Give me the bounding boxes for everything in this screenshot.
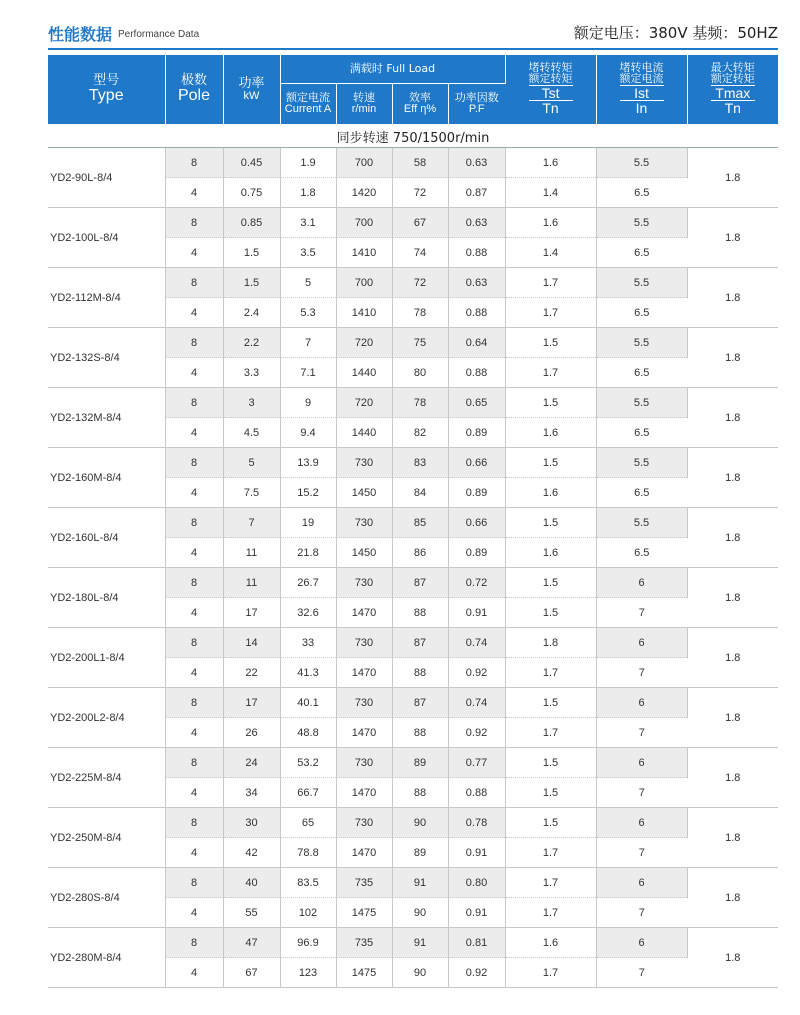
cell-eff: 80	[392, 358, 448, 388]
cell-power: 0.45	[223, 148, 280, 178]
cell-power: 0.75	[223, 178, 280, 208]
cell-speed: 1440	[336, 418, 392, 448]
cell-eff: 88	[392, 778, 448, 808]
section-row	[48, 125, 778, 148]
cell-speed: 1450	[336, 478, 392, 508]
cell-pole: 4	[165, 778, 223, 808]
header-power: 功率 kW	[223, 55, 280, 125]
cell-power: 1.5	[223, 238, 280, 268]
cell-type: YD2-200L2-8/4	[48, 688, 165, 748]
cell-type: YD2-132M-8/4	[48, 388, 165, 448]
cell-type: YD2-180L-8/4	[48, 568, 165, 628]
cell-pole: 8	[165, 868, 223, 898]
cell-pole: 4	[165, 898, 223, 928]
cell-current: 9	[280, 388, 336, 418]
cell-ist: 7	[596, 598, 687, 628]
cell-current: 102	[280, 898, 336, 928]
cell-pf: 0.91	[448, 898, 505, 928]
cell-pf: 0.65	[448, 388, 505, 418]
cell-type: YD2-112M-8/4	[48, 268, 165, 328]
cell-pole: 4	[165, 598, 223, 628]
cell-tmax: 1.8	[687, 748, 778, 808]
cell-current: 32.6	[280, 598, 336, 628]
cell-ist: 6	[596, 688, 687, 718]
cell-tst: 1.5	[505, 778, 596, 808]
cell-eff: 87	[392, 628, 448, 658]
cell-tst: 1.7	[505, 838, 596, 868]
cell-eff: 58	[392, 148, 448, 178]
cell-pole: 4	[165, 958, 223, 988]
cell-ist: 5.5	[596, 268, 687, 298]
cell-tst: 1.7	[505, 868, 596, 898]
cell-tst: 1.4	[505, 238, 596, 268]
cell-power: 0.85	[223, 208, 280, 238]
cell-pf: 0.89	[448, 418, 505, 448]
cell-speed: 1410	[336, 298, 392, 328]
cell-pf: 0.66	[448, 448, 505, 478]
cell-pf: 0.89	[448, 478, 505, 508]
table-row	[48, 688, 778, 718]
cell-pole: 4	[165, 838, 223, 868]
cell-power: 24	[223, 748, 280, 778]
cell-eff: 83	[392, 448, 448, 478]
cell-power: 40	[223, 868, 280, 898]
cell-pole: 8	[165, 448, 223, 478]
cell-current: 7.1	[280, 358, 336, 388]
cell-eff: 84	[392, 478, 448, 508]
cell-pf: 0.91	[448, 838, 505, 868]
cell-pole: 4	[165, 178, 223, 208]
cell-speed: 730	[336, 808, 392, 838]
cell-current: 96.9	[280, 928, 336, 958]
cell-tst: 1.5	[505, 568, 596, 598]
cell-eff: 90	[392, 958, 448, 988]
cell-eff: 72	[392, 178, 448, 208]
cell-eff: 67	[392, 208, 448, 238]
cell-tst: 1.7	[505, 298, 596, 328]
cell-ist: 6.5	[596, 358, 687, 388]
cell-type: YD2-280S-8/4	[48, 868, 165, 928]
cell-tst: 1.7	[505, 898, 596, 928]
cell-tmax: 1.8	[687, 148, 778, 208]
table-row	[48, 748, 778, 778]
cell-speed: 730	[336, 688, 392, 718]
table-row	[48, 628, 778, 658]
cell-tmax: 1.8	[687, 808, 778, 868]
table-body	[48, 125, 778, 988]
cell-eff: 88	[392, 718, 448, 748]
cell-power: 7.5	[223, 478, 280, 508]
cell-eff: 87	[392, 568, 448, 598]
cell-pf: 0.63	[448, 268, 505, 298]
cell-ist: 6	[596, 628, 687, 658]
cell-ist: 7	[596, 658, 687, 688]
cell-power: 17	[223, 688, 280, 718]
cell-tmax: 1.8	[687, 568, 778, 628]
cell-pole: 8	[165, 328, 223, 358]
cell-ist: 7	[596, 898, 687, 928]
cell-power: 55	[223, 898, 280, 928]
cell-tst: 1.5	[505, 688, 596, 718]
header-type: 型号 Type	[48, 55, 165, 125]
cell-current: 65	[280, 808, 336, 838]
cell-ist: 6.5	[596, 478, 687, 508]
cell-pf: 0.88	[448, 778, 505, 808]
cell-ist: 5.5	[596, 448, 687, 478]
cell-ist: 6.5	[596, 238, 687, 268]
cell-pole: 8	[165, 688, 223, 718]
cell-power: 17	[223, 598, 280, 628]
cell-pf: 0.91	[448, 598, 505, 628]
cell-power: 26	[223, 718, 280, 748]
cell-tmax: 1.8	[687, 928, 778, 988]
cell-tmax: 1.8	[687, 208, 778, 268]
cell-tst: 1.8	[505, 628, 596, 658]
cell-type: YD2-250M-8/4	[48, 808, 165, 868]
cell-tst: 1.6	[505, 148, 596, 178]
cell-pole: 4	[165, 538, 223, 568]
cell-pole: 4	[165, 418, 223, 448]
cell-type: YD2-200L1-8/4	[48, 628, 165, 688]
cell-current: 48.8	[280, 718, 336, 748]
cell-speed: 700	[336, 148, 392, 178]
header-pole: 极数 Pole	[165, 55, 223, 125]
cell-ist: 5.5	[596, 208, 687, 238]
cell-current: 21.8	[280, 538, 336, 568]
cell-current: 123	[280, 958, 336, 988]
cell-speed: 730	[336, 568, 392, 598]
cell-pf: 0.74	[448, 628, 505, 658]
cell-tst: 1.5	[505, 328, 596, 358]
cell-type: YD2-90L-8/4	[48, 148, 165, 208]
cell-pf: 0.92	[448, 958, 505, 988]
header-current: 额定电流 Current A	[280, 84, 336, 125]
table-row	[48, 868, 778, 898]
cell-tst: 1.6	[505, 538, 596, 568]
cell-power: 14	[223, 628, 280, 658]
cell-eff: 78	[392, 298, 448, 328]
cell-eff: 87	[392, 688, 448, 718]
cell-pole: 4	[165, 238, 223, 268]
cell-tmax: 1.8	[687, 388, 778, 448]
cell-pole: 4	[165, 718, 223, 748]
cell-power: 4.5	[223, 418, 280, 448]
cell-pf: 0.88	[448, 358, 505, 388]
cell-tst: 1.6	[505, 478, 596, 508]
cell-ist: 7	[596, 718, 687, 748]
cell-eff: 85	[392, 508, 448, 538]
cell-ist: 6	[596, 568, 687, 598]
header-ist: 堵转电流 额定电流 Ist In	[596, 55, 687, 125]
cell-speed: 1470	[336, 718, 392, 748]
cell-tst: 1.5	[505, 748, 596, 778]
cell-power: 34	[223, 778, 280, 808]
cell-speed: 730	[336, 748, 392, 778]
cell-pole: 8	[165, 748, 223, 778]
header-tmax: 最大转矩 额定转矩 Tmax Tn	[687, 55, 778, 125]
cell-speed: 700	[336, 268, 392, 298]
cell-power: 67	[223, 958, 280, 988]
cell-pf: 0.92	[448, 658, 505, 688]
cell-pf: 0.89	[448, 538, 505, 568]
cell-pole: 8	[165, 628, 223, 658]
cell-eff: 82	[392, 418, 448, 448]
cell-speed: 1475	[336, 898, 392, 928]
cell-speed: 1440	[336, 358, 392, 388]
cell-tst: 1.7	[505, 358, 596, 388]
cell-pole: 4	[165, 478, 223, 508]
table-row	[48, 148, 778, 178]
cell-tmax: 1.8	[687, 508, 778, 568]
cell-eff: 89	[392, 748, 448, 778]
cell-power: 5	[223, 448, 280, 478]
cell-current: 1.8	[280, 178, 336, 208]
cell-power: 1.5	[223, 268, 280, 298]
cell-speed: 1410	[336, 238, 392, 268]
cell-tst: 1.6	[505, 928, 596, 958]
cell-tst: 1.6	[505, 418, 596, 448]
cell-speed: 1470	[336, 778, 392, 808]
cell-type: YD2-225M-8/4	[48, 748, 165, 808]
cell-pf: 0.88	[448, 298, 505, 328]
cell-tmax: 1.8	[687, 688, 778, 748]
cell-pole: 4	[165, 298, 223, 328]
cell-type: YD2-160M-8/4	[48, 448, 165, 508]
cell-pole: 4	[165, 358, 223, 388]
cell-pf: 0.63	[448, 148, 505, 178]
cell-power: 30	[223, 808, 280, 838]
cell-eff: 88	[392, 658, 448, 688]
table-row	[48, 808, 778, 838]
cell-type: YD2-280M-8/4	[48, 928, 165, 988]
page-header	[48, 18, 778, 48]
cell-tmax: 1.8	[687, 328, 778, 388]
cell-ist: 6.5	[596, 178, 687, 208]
cell-eff: 72	[392, 268, 448, 298]
table-row	[48, 568, 778, 598]
cell-eff: 75	[392, 328, 448, 358]
cell-tst: 1.6	[505, 208, 596, 238]
cell-power: 2.2	[223, 328, 280, 358]
cell-current: 33	[280, 628, 336, 658]
cell-current: 19	[280, 508, 336, 538]
table-row	[48, 328, 778, 358]
page-subtitle: Performance Data	[118, 29, 200, 40]
table-row	[48, 448, 778, 478]
cell-speed: 735	[336, 868, 392, 898]
cell-pole: 8	[165, 808, 223, 838]
cell-power: 11	[223, 538, 280, 568]
table-header	[48, 55, 778, 125]
cell-speed: 735	[336, 928, 392, 958]
cell-speed: 730	[336, 508, 392, 538]
cell-speed: 1470	[336, 658, 392, 688]
cell-power: 11	[223, 568, 280, 598]
cell-power: 22	[223, 658, 280, 688]
cell-current: 66.7	[280, 778, 336, 808]
cell-ist: 7	[596, 778, 687, 808]
cell-tst: 1.5	[505, 598, 596, 628]
cell-power: 42	[223, 838, 280, 868]
cell-eff: 90	[392, 898, 448, 928]
cell-tmax: 1.8	[687, 628, 778, 688]
cell-speed: 1470	[336, 838, 392, 868]
table-row	[48, 268, 778, 298]
cell-tst: 1.5	[505, 448, 596, 478]
cell-current: 78.8	[280, 838, 336, 868]
cell-power: 3	[223, 388, 280, 418]
cell-speed: 700	[336, 208, 392, 238]
cell-type: YD2-132S-8/4	[48, 328, 165, 388]
cell-current: 83.5	[280, 868, 336, 898]
cell-eff: 86	[392, 538, 448, 568]
cell-tmax: 1.8	[687, 448, 778, 508]
cell-pf: 0.87	[448, 178, 505, 208]
cell-eff: 88	[392, 598, 448, 628]
performance-table	[48, 55, 778, 988]
cell-ist: 5.5	[596, 148, 687, 178]
cell-speed: 1470	[336, 598, 392, 628]
cell-tst: 1.4	[505, 178, 596, 208]
cell-eff: 91	[392, 868, 448, 898]
cell-pole: 8	[165, 388, 223, 418]
cell-pf: 0.74	[448, 688, 505, 718]
cell-ist: 6	[596, 748, 687, 778]
cell-tmax: 1.8	[687, 268, 778, 328]
cell-ist: 6	[596, 868, 687, 898]
cell-current: 1.9	[280, 148, 336, 178]
cell-pole: 8	[165, 208, 223, 238]
rated-info: 额定电压：380V 基频：50HZ	[573, 24, 778, 42]
header-speed: 转速 r/min	[336, 84, 392, 125]
cell-ist: 5.5	[596, 508, 687, 538]
cell-speed: 720	[336, 388, 392, 418]
cell-ist: 7	[596, 958, 687, 988]
cell-eff: 74	[392, 238, 448, 268]
cell-power: 2.4	[223, 298, 280, 328]
cell-tst: 1.7	[505, 268, 596, 298]
cell-pf: 0.80	[448, 868, 505, 898]
cell-tst: 1.5	[505, 508, 596, 538]
cell-tst: 1.5	[505, 388, 596, 418]
cell-speed: 1475	[336, 958, 392, 988]
cell-current: 53.2	[280, 748, 336, 778]
cell-ist: 6.5	[596, 538, 687, 568]
header-eff: 效率 Eff η%	[392, 84, 448, 125]
cell-pf: 0.78	[448, 808, 505, 838]
page-title: 性能数据	[48, 25, 113, 44]
header-pf: 功率因数 P.F	[448, 84, 505, 125]
cell-power: 3.3	[223, 358, 280, 388]
table-row	[48, 508, 778, 538]
cell-pf: 0.64	[448, 328, 505, 358]
cell-ist: 5.5	[596, 328, 687, 358]
cell-pf: 0.92	[448, 718, 505, 748]
cell-pf: 0.81	[448, 928, 505, 958]
cell-ist: 5.5	[596, 388, 687, 418]
cell-pf: 0.72	[448, 568, 505, 598]
cell-tmax: 1.8	[687, 868, 778, 928]
cell-speed: 730	[336, 448, 392, 478]
cell-tst: 1.5	[505, 808, 596, 838]
cell-pole: 4	[165, 658, 223, 688]
cell-current: 3.1	[280, 208, 336, 238]
cell-ist: 6	[596, 928, 687, 958]
cell-ist: 6	[596, 808, 687, 838]
cell-speed: 720	[336, 328, 392, 358]
cell-pole: 8	[165, 268, 223, 298]
cell-pf: 0.88	[448, 238, 505, 268]
table-row	[48, 208, 778, 238]
cell-current: 3.5	[280, 238, 336, 268]
cell-current: 7	[280, 328, 336, 358]
cell-pf: 0.63	[448, 208, 505, 238]
header-tst: 堵转转矩 额定转矩 Tst Tn	[505, 55, 596, 125]
cell-current: 9.4	[280, 418, 336, 448]
header-full-load: 满载时 Full Load	[280, 55, 505, 84]
cell-current: 15.2	[280, 478, 336, 508]
cell-current: 40.1	[280, 688, 336, 718]
header-divider	[48, 48, 778, 50]
section-title: 同步转速 750/1500r/min	[48, 125, 778, 148]
cell-pf: 0.66	[448, 508, 505, 538]
cell-eff: 89	[392, 838, 448, 868]
cell-speed: 730	[336, 628, 392, 658]
cell-current: 41.3	[280, 658, 336, 688]
cell-power: 47	[223, 928, 280, 958]
cell-pole: 8	[165, 148, 223, 178]
cell-power: 7	[223, 508, 280, 538]
cell-type: YD2-160L-8/4	[48, 508, 165, 568]
cell-tst: 1.7	[505, 958, 596, 988]
cell-current: 5.3	[280, 298, 336, 328]
cell-tst: 1.7	[505, 718, 596, 748]
cell-speed: 1420	[336, 178, 392, 208]
cell-eff: 91	[392, 928, 448, 958]
cell-current: 5	[280, 268, 336, 298]
cell-current: 13.9	[280, 448, 336, 478]
cell-type: YD2-100L-8/4	[48, 208, 165, 268]
cell-ist: 7	[596, 838, 687, 868]
cell-tst: 1.7	[505, 658, 596, 688]
cell-current: 26.7	[280, 568, 336, 598]
cell-pf: 0.77	[448, 748, 505, 778]
table-row	[48, 928, 778, 958]
cell-pole: 8	[165, 928, 223, 958]
cell-eff: 78	[392, 388, 448, 418]
cell-ist: 6.5	[596, 418, 687, 448]
cell-speed: 1450	[336, 538, 392, 568]
cell-pole: 8	[165, 568, 223, 598]
cell-pole: 8	[165, 508, 223, 538]
table-row	[48, 388, 778, 418]
cell-eff: 90	[392, 808, 448, 838]
cell-ist: 6.5	[596, 298, 687, 328]
